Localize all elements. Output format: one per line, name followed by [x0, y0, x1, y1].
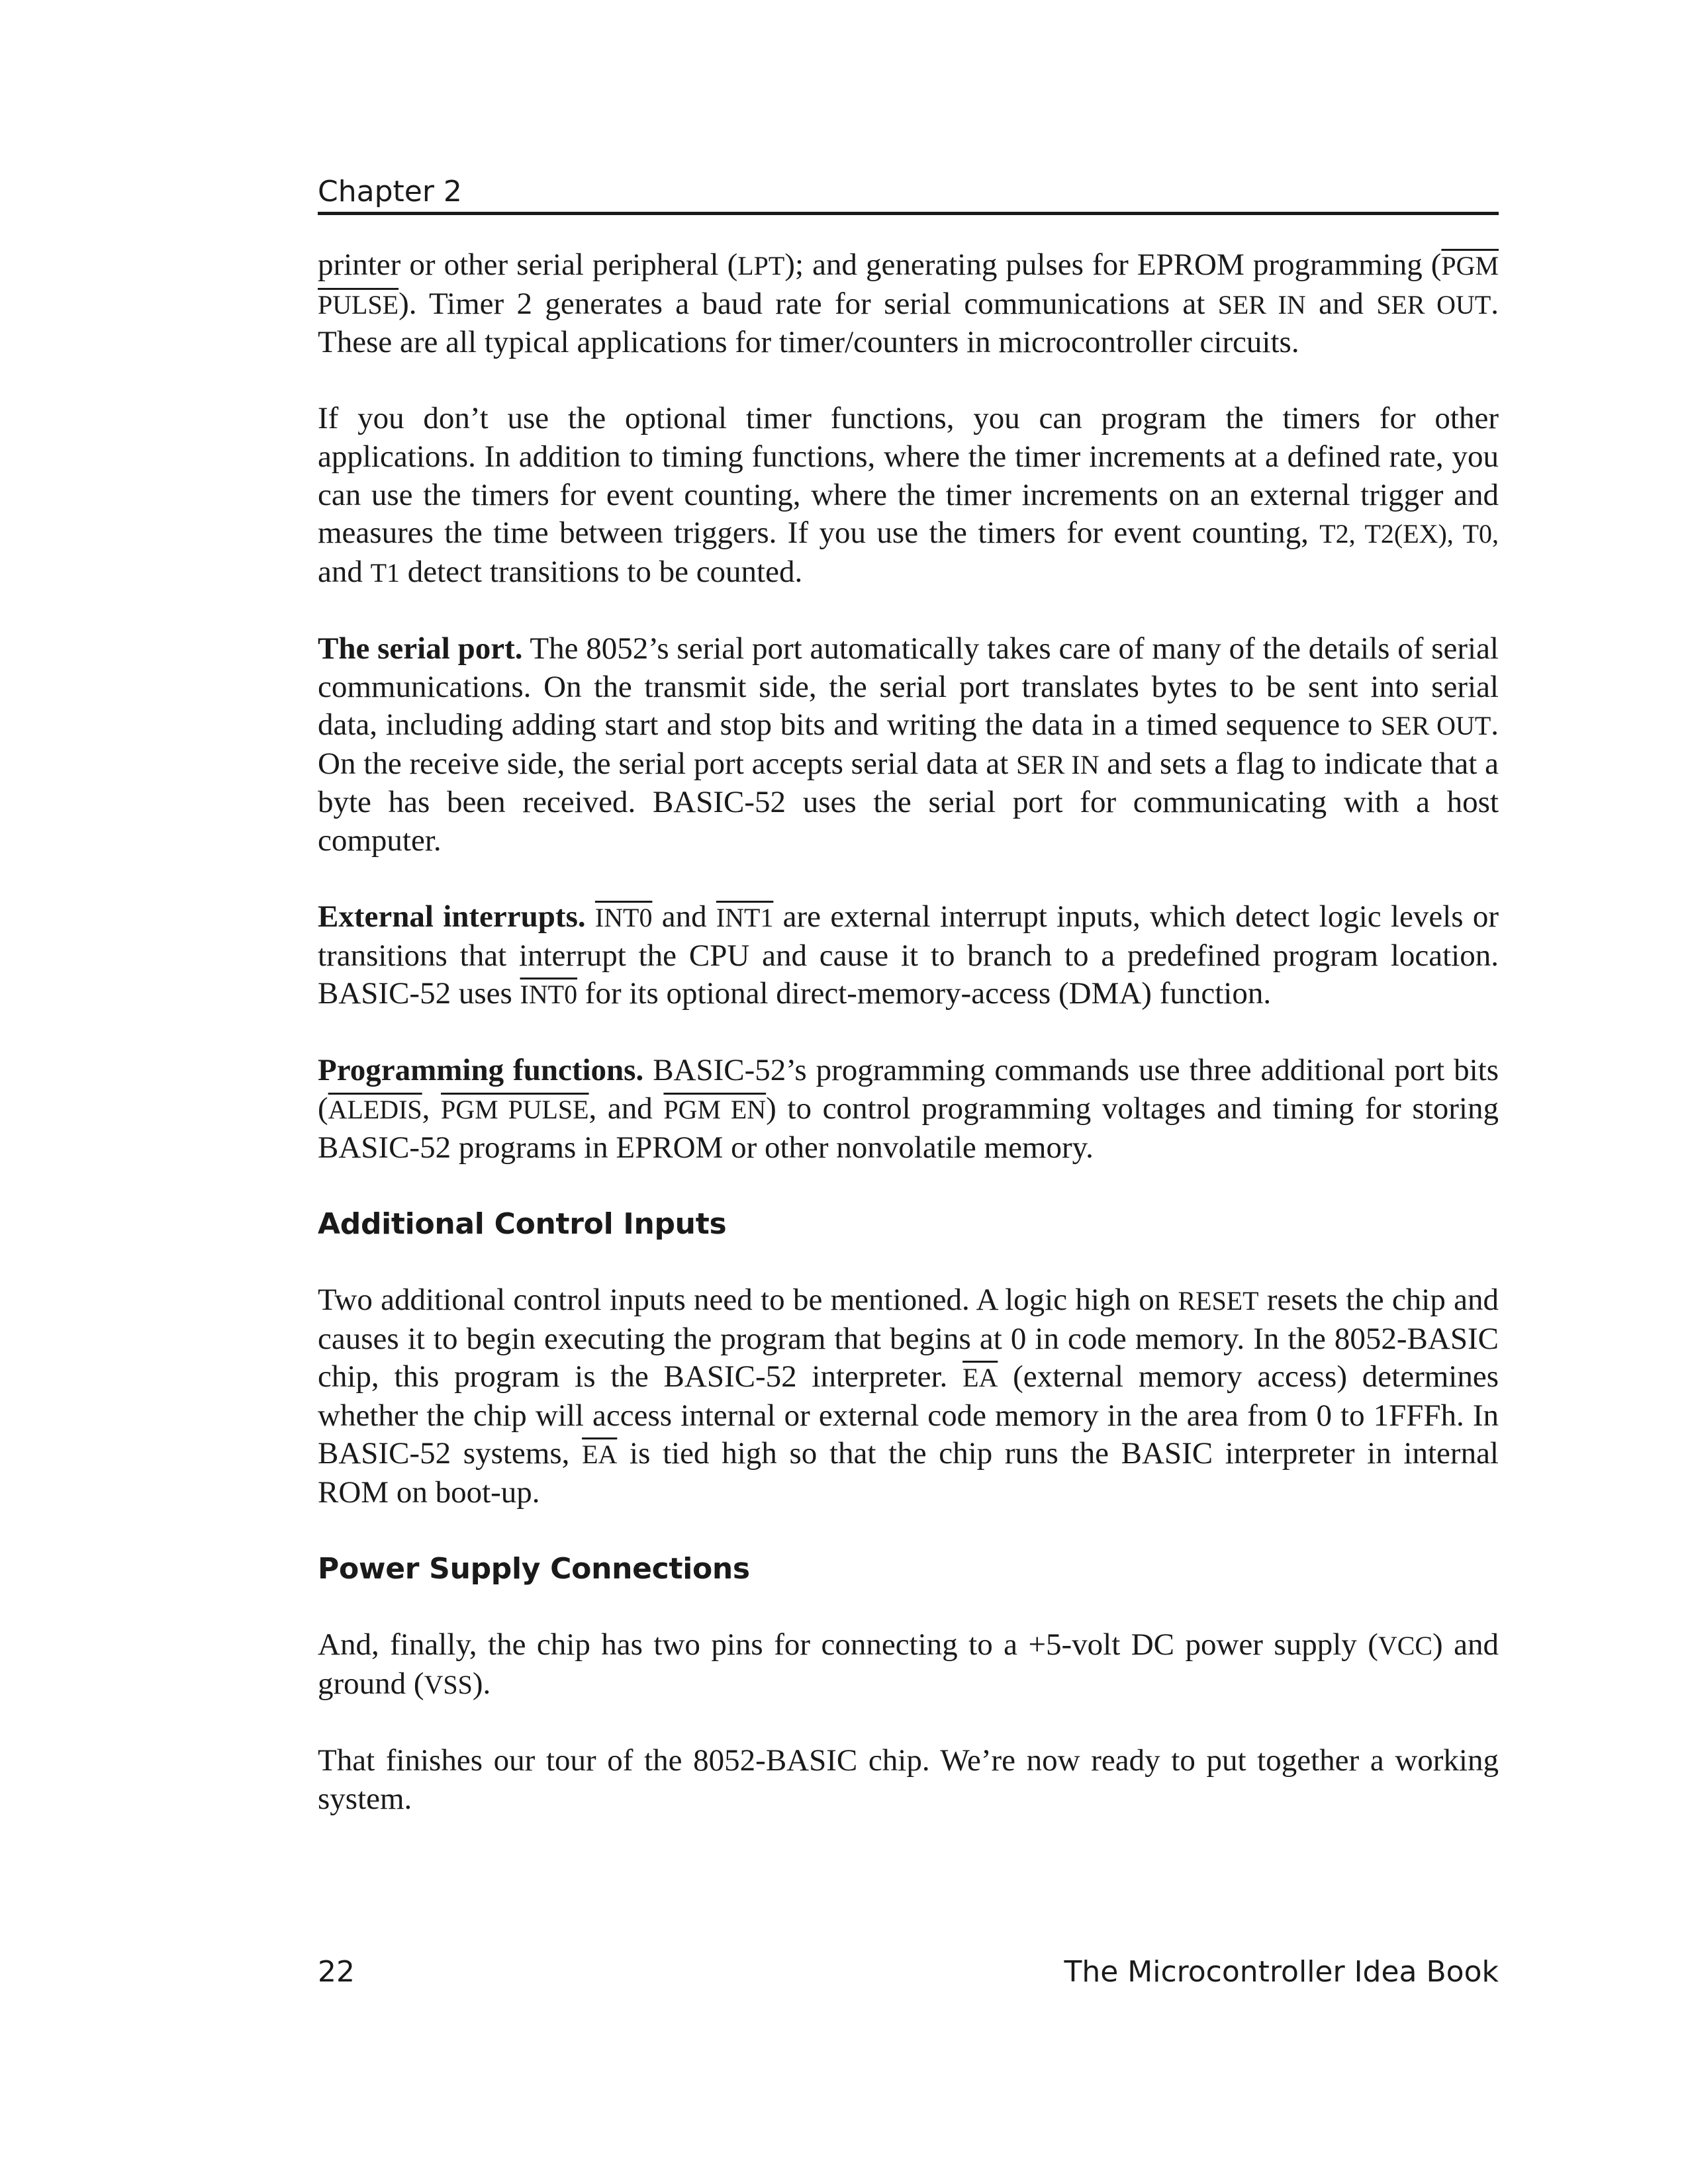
signal-pgm-en: PGM EN — [663, 1095, 767, 1125]
paragraph-conclusion — [318, 1742, 1499, 1818]
signal-reset: RESET — [1178, 1286, 1259, 1316]
signal-lpt: LPT — [737, 251, 785, 281]
text-run: The 8052’s serial port automatically takes care of many of the details of serial communications. On the transmit side, the serial port translates bytes to be sent into serial data, including adding start and stop bits and writing the data in a timed sequence to — [318, 631, 1499, 743]
text-run: If you don’t use the optional timer functions, you can program the timers for other applications. In addition to timing functions, where the timer increments at a defined rate, you can use the timers for event counting, where the timer increments on an external trigger and measures the time between triggers. If you use the timers for event counting, — [318, 401, 1499, 551]
text-run: printer or other serial peripheral ( — [318, 248, 738, 282]
paragraph-programming-functions — [318, 1052, 1499, 1167]
signal-ea: $\overline{EA}$ — [962, 1363, 998, 1393]
page-number: 22 — [318, 1955, 355, 1989]
paragraph-serial-port — [318, 630, 1499, 860]
signal-ea: $\overline{EA}$ — [582, 1439, 618, 1470]
paragraph-event-counting — [318, 400, 1499, 592]
text-run: BASIC-52’s programming commands use three additional port bits ( — [318, 1053, 1499, 1126]
text-run: Two additional control inputs need to be mentioned. A logic high on — [318, 1283, 1178, 1318]
signal-ser-out: SER OUT — [1376, 289, 1491, 320]
text-run: and — [1305, 286, 1377, 321]
text-run: ) and ground ( — [318, 1627, 1499, 1701]
text-run: . On the receive side, the serial port accepts serial data at — [318, 707, 1499, 781]
signal-pgm-pulse: PGM PULSE — [318, 251, 1499, 320]
section-heading-power-supply-connections: Power Supply Connections — [318, 1552, 750, 1586]
signal-int0: INT0 — [594, 903, 653, 933]
text-run: resets the chip and causes it to begin executing the program that begins at 0 in code memory. In the 8052-BASIC chip, this program is the BASIC-52 interpreter. — [318, 1283, 1499, 1394]
page-footer — [318, 1952, 1499, 1992]
text-run: , and — [588, 1091, 664, 1126]
signal-ser-in: SER IN — [1016, 749, 1100, 780]
paragraph-power-supply — [318, 1626, 1499, 1704]
signal-ser-out: SER OUT — [1381, 711, 1491, 741]
signal-timer-pins: T2, T2(EX), T0, — [1319, 519, 1499, 549]
signal-vcc: VCC — [1378, 1631, 1433, 1661]
paragraph-lead: Programming functions. — [318, 1053, 644, 1088]
signal-pgm-pulse: PGM PULSE — [441, 1095, 589, 1125]
text-run: ). — [472, 1666, 491, 1701]
text-run: And, finally, the chip has two pins for connecting to a +5-volt DC power supply ( — [318, 1627, 1378, 1662]
text-run: ). Timer 2 generates a baud rate for serial communications at — [399, 286, 1218, 321]
signal-vss: VSS — [424, 1669, 473, 1700]
section-heading-additional-control-inputs: Additional Control Inputs — [318, 1206, 727, 1241]
chapter-label: Chapter 2 — [318, 175, 462, 208]
text-run: and — [652, 899, 716, 934]
text-run: (external memory access) determines whether the chip will access internal or external code memory in the area from 0 to 1FFFh. In BASIC-52 systems, — [318, 1359, 1499, 1471]
text-run: is tied high so that the chip runs the BASIC interpreter in internal ROM on boot-up. — [318, 1436, 1499, 1510]
text-run: That finishes our tour of the 8052-BASIC chip. We’re now ready to put together a working system. — [318, 1743, 1499, 1816]
text-run: and sets a flag to indicate that a byte has been received. BASIC-52 uses the serial port for communicating with a host computer. — [318, 746, 1499, 858]
text-run: are external interrupt inputs, which detect logic levels or transitions that interrupt the CPU and cause it to branch to a predefined program location. BASIC-52 uses — [318, 899, 1499, 1011]
paragraph-control-inputs — [318, 1281, 1499, 1512]
book-title: The Microcontroller Idea Book — [1064, 1955, 1499, 1989]
text-run: , — [422, 1091, 442, 1126]
text-run: detect transitions to be counted. — [400, 554, 803, 589]
text-run: and — [318, 554, 371, 589]
signal-ser-in: SER IN — [1217, 289, 1306, 320]
text-run — [586, 899, 595, 934]
text-run: for its optional direct-memory-access (DMA) function. — [577, 976, 1272, 1011]
document-page — [318, 0, 1499, 2184]
running-head — [318, 173, 1499, 215]
signal-int1: INT1 — [716, 903, 774, 933]
text-run: . These are all typical applications for timer/counters in microcontroller circuits. — [318, 286, 1499, 360]
signal-t1: T1 — [370, 557, 400, 588]
signal-aledis: ALEDIS — [328, 1095, 422, 1125]
body-text — [318, 246, 1499, 1818]
paragraph-external-interrupts — [318, 898, 1499, 1014]
paragraph-timer-applications — [318, 246, 1499, 362]
text-run: ); and generating pulses for EPROM programming ( — [784, 248, 1442, 282]
signal-int0: INT0 — [520, 979, 578, 1010]
text-run: ) to control programming voltages and timing for storing BASIC-52 programs in EPROM or other nonvolatile memory. — [318, 1091, 1499, 1165]
paragraph-lead: The serial port. — [318, 631, 523, 666]
paragraph-lead: External interrupts. — [318, 899, 586, 934]
